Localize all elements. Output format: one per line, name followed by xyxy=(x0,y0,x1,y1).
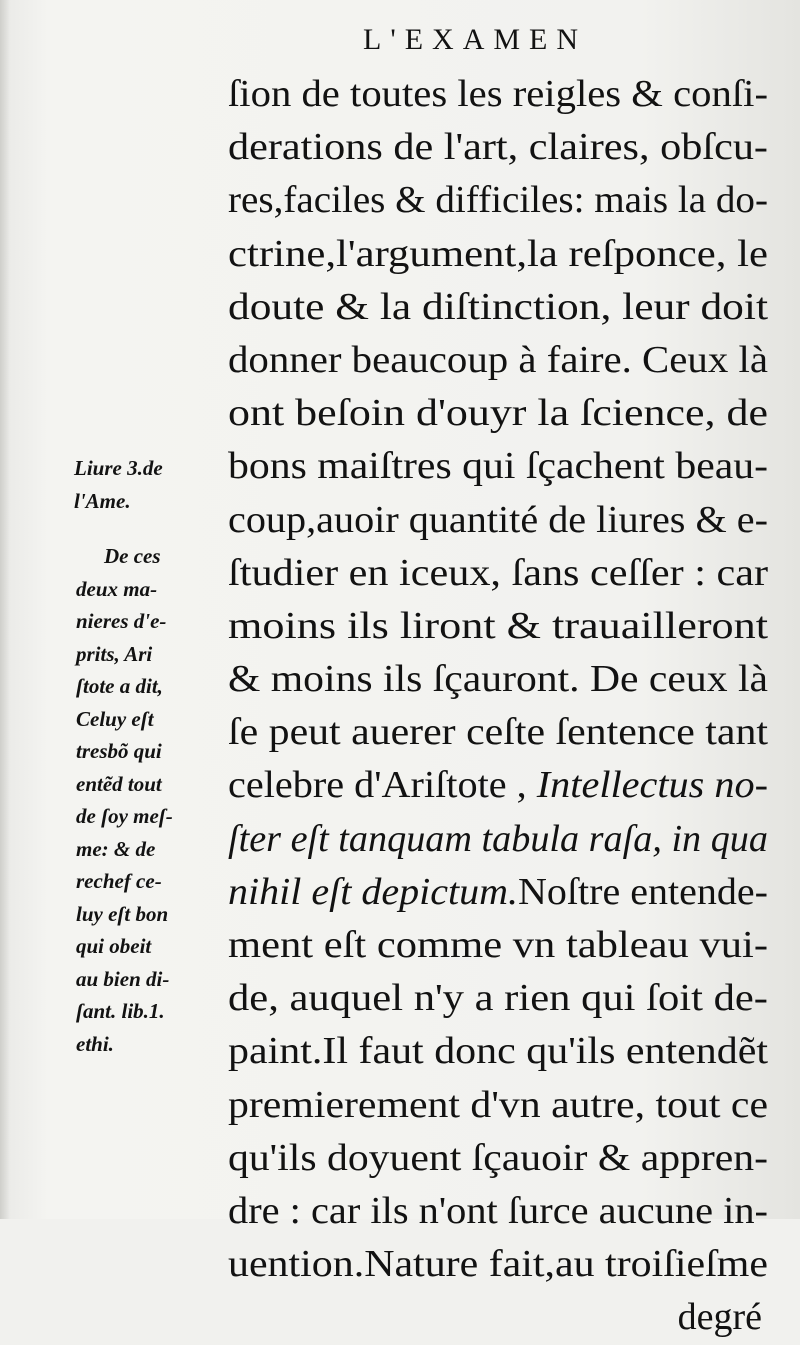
text-line: ont beſoin d'ouyr la ſcience, de xyxy=(228,392,768,435)
text-line: & moins ils ſçauront. De ceux là xyxy=(228,658,768,701)
margin-note-line: au bien di- xyxy=(76,966,170,991)
text-line: donner beaucoup à faire. Ceux là xyxy=(228,338,768,381)
margin-note-line: me: & de xyxy=(76,836,156,861)
margin-note-line: ſtote a dit, xyxy=(76,674,163,698)
margin-note-line: Celuy eſt xyxy=(76,706,154,731)
text-line: ſtudier en iceux, ſans ceſſer : car xyxy=(228,551,768,594)
margin-note-line: deux ma- xyxy=(76,576,158,601)
text-line: paint.Il faut donc qu'ils entendẽt xyxy=(228,1030,768,1073)
margin-note-line: ethi. xyxy=(76,1031,114,1056)
text-line: ſe peut auerer ceſte ſentence tant xyxy=(228,711,768,754)
text-line: qu'ils doyuent ſçauoir & appren- xyxy=(228,1136,768,1179)
text-line: ment eſt comme vn tableau vui- xyxy=(228,924,768,966)
margin-note-gloss xyxy=(76,540,226,1060)
latin-quotation: nihil eſt depictum. xyxy=(228,870,519,913)
margin-note-line: nieres d'e- xyxy=(76,609,167,633)
margin-note-line: qui obeit xyxy=(76,934,152,958)
page-gutter-shadow xyxy=(0,0,10,1219)
body-text xyxy=(228,68,768,1345)
margin-note-line: luy eſt bon xyxy=(76,901,169,926)
text-line: uention.Nature fait,au troiſieſme xyxy=(228,1243,768,1286)
text-line-mixed xyxy=(228,759,768,812)
margin-note-line: rechef ce- xyxy=(76,869,162,893)
text-line: de, auquel n'y a rien qui ſoit de- xyxy=(228,977,768,1020)
margin-note-line: De ces xyxy=(104,544,161,568)
margin-note-line: entẽd tout xyxy=(76,771,162,796)
roman-run: Noſtre entende- xyxy=(518,870,768,913)
margin-note-line: tresbõ qui xyxy=(76,739,162,763)
text-line: derations de l'art, claires, obſcu- xyxy=(228,126,768,169)
text-line: ctrine,l'argument,la reſponce, le xyxy=(228,232,768,275)
margin-note-line: prits, Ari xyxy=(76,641,153,666)
text-line: coup,auoir quantité de liures & e- xyxy=(228,498,768,541)
latin-quotation: Intellectus no- xyxy=(536,764,768,807)
running-head: L'EXAMEN xyxy=(363,23,588,56)
text-line-italic xyxy=(228,813,768,866)
roman-run: celebre d'Ariſtote , xyxy=(228,764,537,807)
margin-note-line: Liure 3.de xyxy=(74,456,163,480)
text-line: doute & la diſtinction, leur doit xyxy=(228,285,768,328)
text-line: bons maiſtres qui ſçachent beau- xyxy=(228,445,768,488)
text-line: premierement d'vn autre, tout ce xyxy=(228,1083,768,1126)
text-line: res,faciles & difficiles: mais la do- xyxy=(228,179,768,222)
latin-quotation: ſter eſt tanquam tabula raſa, in qua xyxy=(228,817,768,860)
margin-note-reference xyxy=(74,452,224,517)
margin-note-line: ſant. lib.1. xyxy=(76,999,165,1023)
text-line: dre : car ils n'ont ſurce aucune in- xyxy=(228,1189,768,1232)
text-line: moins ils liront & trauailleront xyxy=(228,604,768,647)
margin-note-line: de ſoy meſ- xyxy=(76,804,173,828)
text-line: ſion de toutes les reigles & conſi- xyxy=(228,73,768,115)
margin-note-line: l'Ame. xyxy=(74,488,131,513)
catchword: degré xyxy=(677,1296,762,1339)
text-line-mixed xyxy=(228,866,768,919)
